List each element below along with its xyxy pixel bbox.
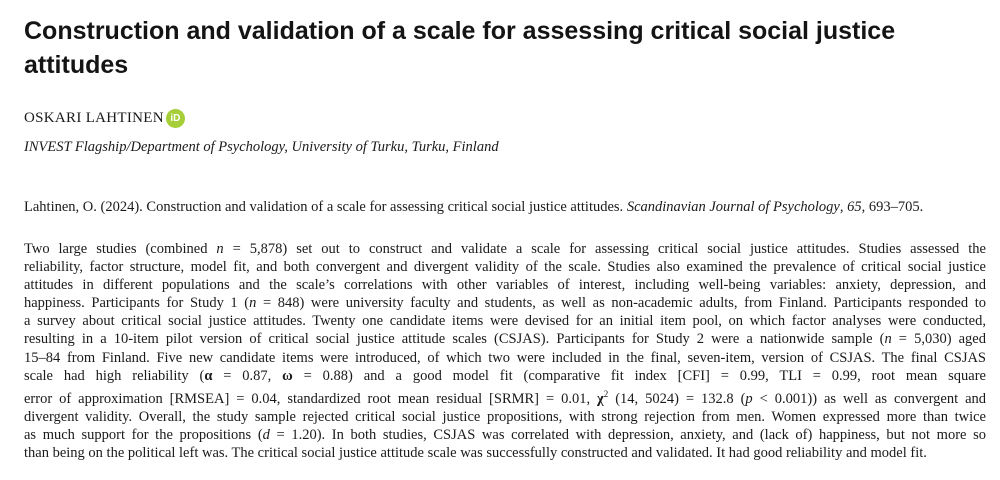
author-name: OSKARI LAHTINEN (24, 109, 164, 126)
abstract-line: divergent validity. Overall, the study sample rejected critical social justice propositions, with strong rejection from men. Women expressed more than twice (24, 408, 986, 425)
abstract-line: scale had high reliability (α = 0.87, ω = 0.88) and a good model fit (comparative fit index [CFI] = 0.99, TLI = 0.99, root mean square (24, 367, 986, 384)
abstract-line: Two large studies (combined n = 5,878) set out to construct and validate a scale for assessing critical social justice attitudes. Studies assessed the (24, 241, 986, 257)
abstract-line: resulting in a 10-item pilot version of critical social justice attitude scales (CSJAS). Participants for Study 2 were a nationwide sample (n = 5,030) aged (24, 331, 986, 348)
abstract (24, 240, 986, 462)
abstract-line: attitudes in different populations and the scale’s correlations with other variables of interest, including well-being variables: anxiety, depression, and (24, 277, 986, 294)
orcid-icon[interactable]: iD (166, 109, 185, 128)
abstract-line: a survey about critical social justice attitudes. Twenty one candidate items were devised for an initial item pool, on which factor analyses were conducted, (24, 313, 986, 330)
citation-authors: Lahtinen, O. (2024). Construction and validation of a scale for assessing critical social justice attitudes. (24, 199, 627, 215)
abstract-line: as much support for the propositions (d = 1.20). In both studies, CSJAS was correlated with depression, anxiety, and (lack of) happiness, but not more so (24, 426, 986, 443)
citation-pages: , 693–705. (861, 199, 924, 215)
abstract-line: than being on the political left was. The critical social justice attitude scale was successfully constructed and validated. It had good reliability and model fit. (24, 444, 927, 461)
citation-journal: Scandinavian Journal of Psychology (626, 199, 840, 215)
abstract-line: happiness. Participants for Study 1 (n = 848) were university faculty and students, as well as non-academic adults, from Finland. Participants responded to (24, 295, 986, 312)
abstract-line: reliability, factor structure, model fit, and both convergent and divergent validity of the scale. Studies also examined the prevalence of critical social justice (24, 259, 986, 276)
author-affiliation: INVEST Flagship/Department of Psychology, University of Turku, Turku, Finland (24, 139, 499, 155)
abstract-line: 15–84 from Finland. Five new candidate items were introduced, of which two were included in the final, seven-item, version of CSJAS. The final CSJAS (24, 349, 986, 366)
citation: Lahtinen, O. (2024). Construction and validation of a scale for assessing critical social justice attitudes. Scandinavian Journal of Psychology, 65, 693–705. (24, 199, 924, 215)
paper-title: Construction and validation of a scale for assessing critical social justice attitudes (24, 17, 896, 79)
abstract-line: error of approximation [RMSEA] = 0.04, standardized root mean residual [SRMR] = 0.01, $\chi^2$ (14, 5024) = 132.8 (p < 0.001)) as well as convergent and (24, 388, 987, 407)
author-line (24, 108, 185, 128)
citation-volume: 65 (847, 199, 862, 215)
